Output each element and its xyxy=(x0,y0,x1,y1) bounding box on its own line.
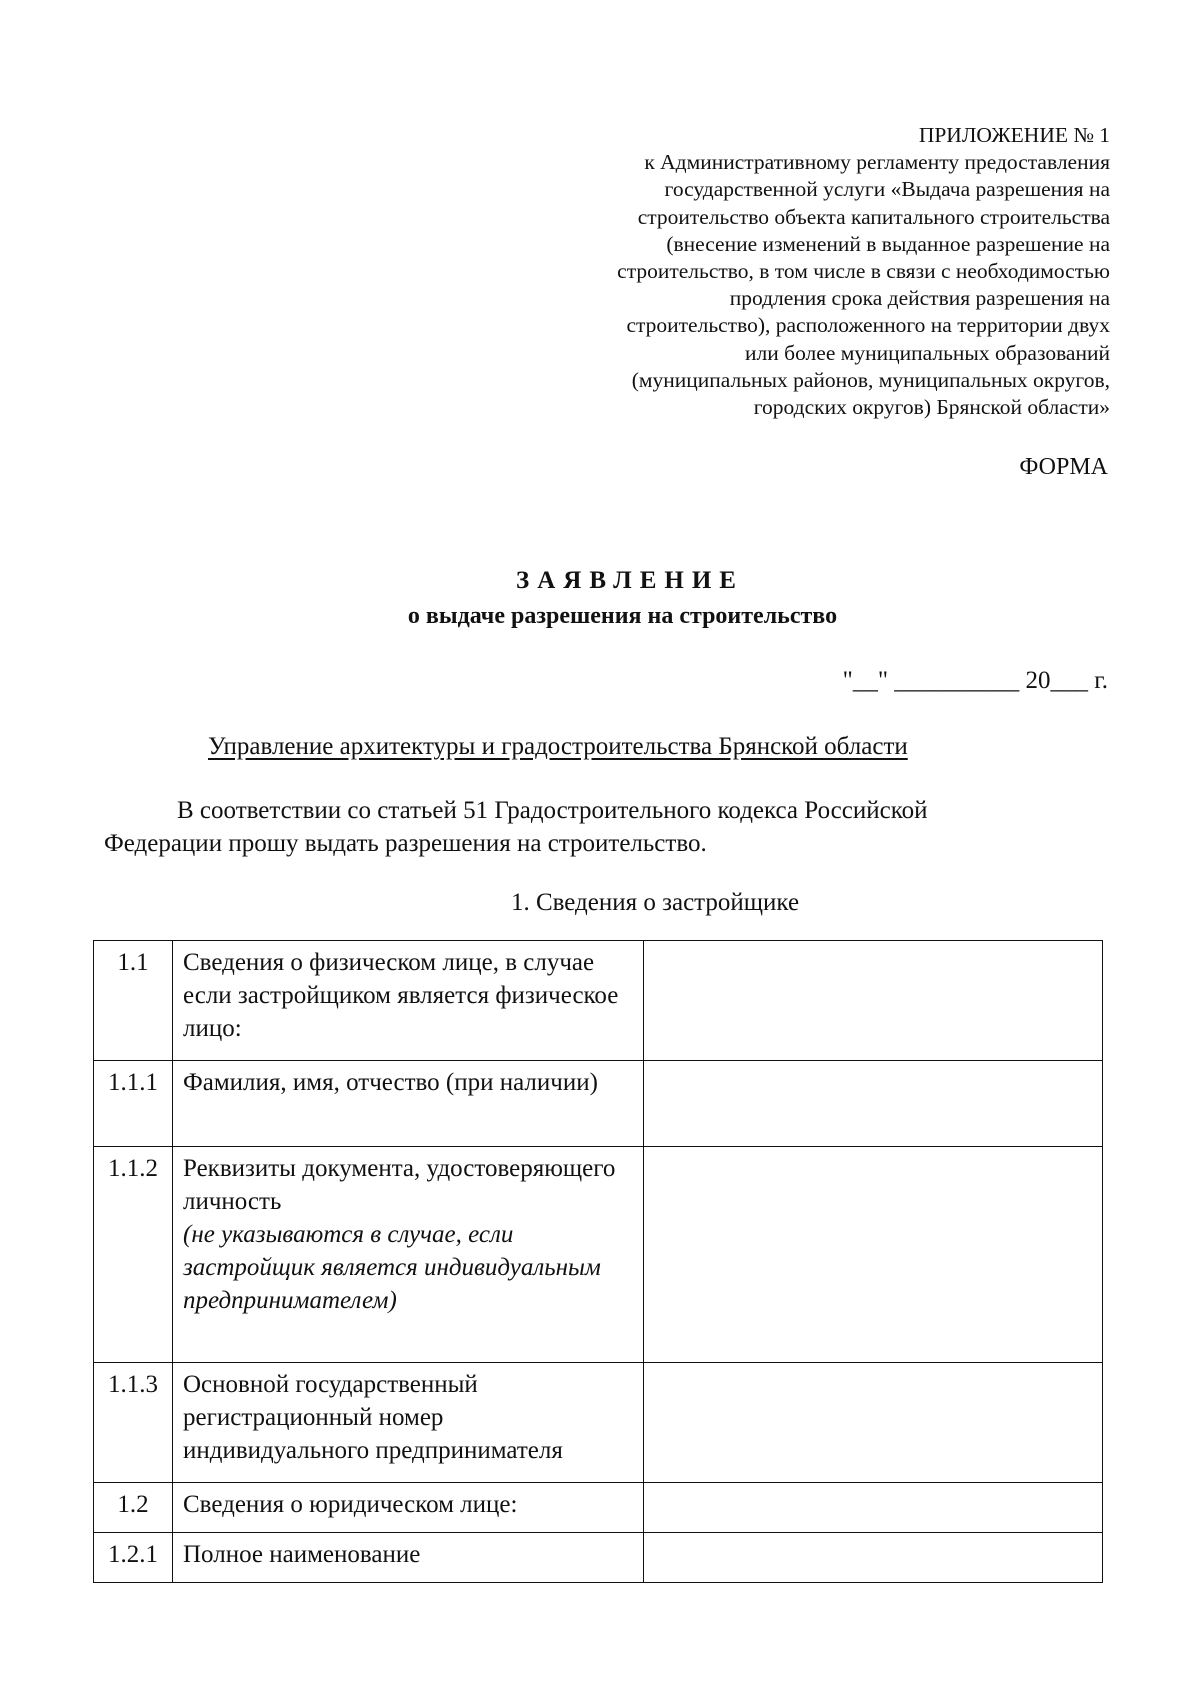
row-label-text: Фамилия, имя, отчество (при наличии) xyxy=(183,1069,598,1096)
appendix-line: (муниципальных районов, муниципальных округов, xyxy=(631,367,1110,392)
appendix-line: ПРИЛОЖЕНИЕ № 1 xyxy=(918,123,1110,147)
row-label xyxy=(173,1483,644,1533)
table-row xyxy=(94,1533,1103,1583)
row-label-note: (не указываются в случае, если застройщик является индивидуальным предпринимателем) xyxy=(183,1221,601,1314)
row-label-text: Основной государственный регистрационный номер индивидуального предпринимателя xyxy=(183,1371,563,1464)
appendix-line: продления срока действия разрешения на xyxy=(729,286,1110,311)
appendix-line: строительство), расположенного на территории двух xyxy=(626,313,1110,338)
row-label xyxy=(173,1363,644,1483)
row-value-cell[interactable] xyxy=(644,941,1103,1061)
table-row xyxy=(94,1363,1103,1483)
row-label-text: Сведения о физическом лице, в случае если застройщиком является физическое лицо: xyxy=(183,949,619,1042)
applicant-table xyxy=(93,940,1103,1583)
appendix-line: строительство объекта капитального строительства xyxy=(637,204,1110,229)
appendix-line: строительство, в том числе в связи с необходимостью xyxy=(617,259,1110,284)
table-row xyxy=(94,1147,1103,1363)
appendix-header xyxy=(510,122,1110,421)
table-row xyxy=(94,941,1103,1061)
row-label xyxy=(173,1061,644,1147)
section-heading: 1. Сведения о застройщике xyxy=(510,889,800,916)
row-number: 1.1.1 xyxy=(94,1061,173,1147)
row-number: 1.1 xyxy=(94,941,173,1061)
row-number: 1.2 xyxy=(94,1483,173,1533)
row-value-cell[interactable] xyxy=(644,1533,1103,1583)
appendix-line: городских округов) Брянской области» xyxy=(753,395,1110,420)
document-subtitle: о выдаче разрешения на строительство xyxy=(407,603,838,629)
form-label: ФОРМА xyxy=(1019,454,1108,480)
row-number: 1.1.2 xyxy=(94,1147,173,1363)
appendix-line: государственной услуги «Выдача разрешения на xyxy=(664,177,1110,202)
row-label xyxy=(173,1147,644,1363)
table-row xyxy=(94,1483,1103,1533)
authority-name: Управление архитектуры и градостроительства Брянской области xyxy=(208,733,908,760)
row-label xyxy=(173,1533,644,1583)
appendix-line: к Административному регламенту предоставления xyxy=(644,150,1110,175)
intro-line: В соответствии со статьей 51 Градостроительного кодекса Российской xyxy=(177,797,928,824)
row-number: 1.2.1 xyxy=(94,1533,173,1583)
appendix-line: или более муниципальных образований xyxy=(745,340,1110,365)
appendix-line: (внесение изменений в выданное разрешение на xyxy=(666,231,1110,256)
intro-line: Федерации прошу выдать разрешения на строительство. xyxy=(104,830,707,857)
intro-paragraph xyxy=(104,794,1104,860)
table-row xyxy=(94,1061,1103,1147)
row-label-text: Реквизиты документа, удостоверяющего личность xyxy=(183,1155,616,1215)
row-label xyxy=(173,941,644,1061)
row-label-text: Сведения о юридическом лице: xyxy=(183,1491,518,1518)
row-value-cell[interactable] xyxy=(644,1147,1103,1363)
row-value-cell[interactable] xyxy=(644,1483,1103,1533)
document-title: ЗАЯВЛЕНИЕ xyxy=(516,567,744,594)
row-number: 1.1.3 xyxy=(94,1363,173,1483)
row-label-text: Полное наименование xyxy=(183,1541,421,1568)
row-value-cell[interactable] xyxy=(644,1061,1103,1147)
row-value-cell[interactable] xyxy=(644,1363,1103,1483)
date-field[interactable]: "__" __________ 20___ г. xyxy=(842,667,1108,694)
